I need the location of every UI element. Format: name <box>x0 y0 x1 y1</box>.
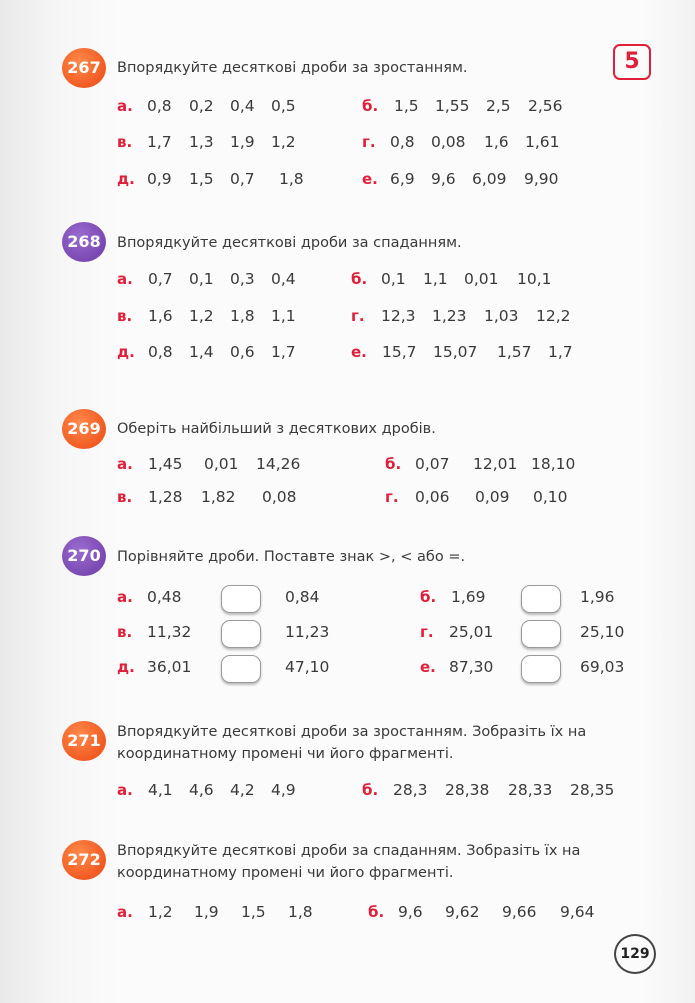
exercise-272-task <box>117 840 647 884</box>
value: 1,1 <box>271 307 296 325</box>
value: 0,09 <box>475 488 510 506</box>
value: 0,10 <box>533 488 568 506</box>
exercise-270-row-v <box>117 623 330 653</box>
value: 0,3 <box>230 270 255 288</box>
row-label: а. <box>117 97 133 115</box>
task-line: координатному промені чи його фрагменті. <box>117 746 454 762</box>
exercise-269-task: Оберіть найбільший з десяткових дробів. <box>117 421 436 437</box>
value: 1,57 <box>497 343 532 361</box>
value: 0,01 <box>464 270 499 288</box>
chapter-badge: 5 <box>613 44 651 80</box>
value: 2,56 <box>528 97 563 115</box>
value: 4,2 <box>230 781 255 799</box>
comparison-box[interactable] <box>221 620 261 648</box>
row-label: д. <box>117 170 135 188</box>
value: 0,6 <box>230 343 255 361</box>
exercise-271-task <box>117 721 647 765</box>
value-left: 87,30 <box>449 658 494 676</box>
value: 0,4 <box>230 97 255 115</box>
value: 15,7 <box>382 343 417 361</box>
row-label: е. <box>351 343 367 361</box>
value: 1,5 <box>241 903 266 921</box>
value: 1,61 <box>525 133 560 151</box>
exercise-number-269: 269 <box>62 409 106 449</box>
value: 0,06 <box>415 488 450 506</box>
value: 1,1 <box>423 270 448 288</box>
row-label: г. <box>362 133 376 151</box>
task-line: Впорядкуйте десяткові дроби за зростанням. Зобразіть їх на <box>117 724 587 740</box>
exercise-270-row-e <box>420 658 640 688</box>
row-label: б. <box>368 903 385 921</box>
value: 1,82 <box>201 488 236 506</box>
value: 6,09 <box>472 170 507 188</box>
row-label: а. <box>117 270 133 288</box>
value: 6,9 <box>390 170 415 188</box>
value: 1,9 <box>194 903 219 921</box>
value: 1,4 <box>189 343 214 361</box>
row-label: б. <box>385 455 402 473</box>
value: 10,1 <box>517 270 552 288</box>
value: 1,8 <box>279 170 304 188</box>
value: 0,08 <box>431 133 466 151</box>
value: 0,08 <box>262 488 297 506</box>
exercise-267-task: Впорядкуйте десяткові дроби за зростанням. <box>117 60 468 76</box>
value: 0,01 <box>204 455 239 473</box>
value: 15,07 <box>433 343 478 361</box>
exercise-number-272: 272 <box>62 840 106 880</box>
exercise-268-task: Впорядкуйте десяткові дроби за спаданням. <box>117 235 462 251</box>
value: 1,6 <box>148 307 173 325</box>
row-label: а. <box>117 781 133 799</box>
row-label: в. <box>117 133 133 151</box>
comparison-box[interactable] <box>521 585 561 613</box>
value: 0,4 <box>271 270 296 288</box>
value: 1,03 <box>484 307 519 325</box>
value: 1,8 <box>288 903 313 921</box>
value: 28,3 <box>393 781 428 799</box>
value-right: 69,03 <box>580 658 625 676</box>
value: 12,3 <box>381 307 416 325</box>
value: 1,23 <box>432 307 467 325</box>
value: 0,1 <box>381 270 406 288</box>
row-label: а. <box>117 903 133 921</box>
value: 0,1 <box>189 270 214 288</box>
value-right: 11,23 <box>285 623 330 641</box>
comparison-box[interactable] <box>221 655 261 683</box>
value: 2,5 <box>486 97 511 115</box>
value: 1,5 <box>394 97 419 115</box>
value-left: 1,69 <box>451 588 486 606</box>
value: 1,7 <box>147 133 172 151</box>
value: 1,5 <box>189 170 214 188</box>
exercise-number-270: 270 <box>62 536 106 576</box>
row-label: г. <box>420 623 434 641</box>
value: 1,2 <box>189 307 214 325</box>
exercise-270-task: Порівняйте дроби. Поставте знак >, < або =. <box>117 549 466 565</box>
exercise-number-267: 267 <box>62 48 106 88</box>
value: 1,7 <box>548 343 573 361</box>
row-label: д. <box>117 658 135 676</box>
row-label: б. <box>420 588 437 606</box>
value: 0,07 <box>415 455 450 473</box>
value: 1,8 <box>230 307 255 325</box>
row-label: е. <box>420 658 436 676</box>
value: 0,2 <box>189 97 214 115</box>
value: 9,90 <box>524 170 559 188</box>
value: 18,10 <box>531 455 576 473</box>
value-left: 36,01 <box>147 658 192 676</box>
value: 1,2 <box>271 133 296 151</box>
value-left: 25,01 <box>449 623 494 641</box>
value: 9,6 <box>398 903 423 921</box>
task-line: координатному промені чи його фрагменті. <box>117 865 454 881</box>
exercise-270-row-d <box>117 658 330 688</box>
value-right: 0,84 <box>285 588 320 606</box>
value: 1,7 <box>271 343 296 361</box>
value-right: 1,96 <box>580 588 615 606</box>
row-label: а. <box>117 588 133 606</box>
value: 28,38 <box>445 781 490 799</box>
value: 0,8 <box>147 97 172 115</box>
value: 9,64 <box>560 903 595 921</box>
value: 1,3 <box>189 133 214 151</box>
value: 4,9 <box>271 781 296 799</box>
exercise-270-row-b <box>420 588 640 618</box>
value: 1,55 <box>435 97 470 115</box>
value: 1,45 <box>148 455 183 473</box>
row-label: г. <box>385 488 399 506</box>
value: 9,62 <box>445 903 480 921</box>
value: 9,66 <box>502 903 537 921</box>
row-label: б. <box>351 270 368 288</box>
comparison-box[interactable] <box>521 655 561 683</box>
value: 0,7 <box>148 270 173 288</box>
exercise-number-271: 271 <box>62 721 106 761</box>
row-label: в. <box>117 488 133 506</box>
value: 12,2 <box>536 307 571 325</box>
comparison-box[interactable] <box>221 585 261 613</box>
value: 9,6 <box>431 170 456 188</box>
value: 1,9 <box>230 133 255 151</box>
value: 1,2 <box>148 903 173 921</box>
value: 4,6 <box>189 781 214 799</box>
exercise-270-row-a <box>117 588 320 618</box>
task-line: Впорядкуйте десяткові дроби за спаданням. Зобразіть їх на <box>117 843 581 859</box>
value: 28,33 <box>508 781 553 799</box>
value: 0,8 <box>148 343 173 361</box>
row-label: а. <box>117 455 133 473</box>
value: 4,1 <box>148 781 173 799</box>
value-right: 25,10 <box>580 623 625 641</box>
row-label: в. <box>117 623 133 641</box>
value-left: 0,48 <box>147 588 182 606</box>
value: 0,8 <box>390 133 415 151</box>
value: 0,5 <box>271 97 296 115</box>
page-number: 129 <box>614 934 656 974</box>
value-right: 47,10 <box>285 658 330 676</box>
row-label: в. <box>117 307 133 325</box>
row-label: е. <box>362 170 378 188</box>
value: 0,9 <box>147 170 172 188</box>
value-left: 11,32 <box>147 623 192 641</box>
value: 12,01 <box>473 455 518 473</box>
row-label: д. <box>117 343 135 361</box>
comparison-box[interactable] <box>521 620 561 648</box>
value: 28,35 <box>570 781 615 799</box>
row-label: г. <box>351 307 365 325</box>
value: 14,26 <box>256 455 301 473</box>
value: 1,6 <box>484 133 509 151</box>
row-label: б. <box>362 781 379 799</box>
row-label: б. <box>362 97 379 115</box>
value: 1,28 <box>148 488 183 506</box>
exercise-270-row-h <box>420 623 640 653</box>
value: 0,7 <box>230 170 255 188</box>
exercise-number-268: 268 <box>62 222 106 262</box>
